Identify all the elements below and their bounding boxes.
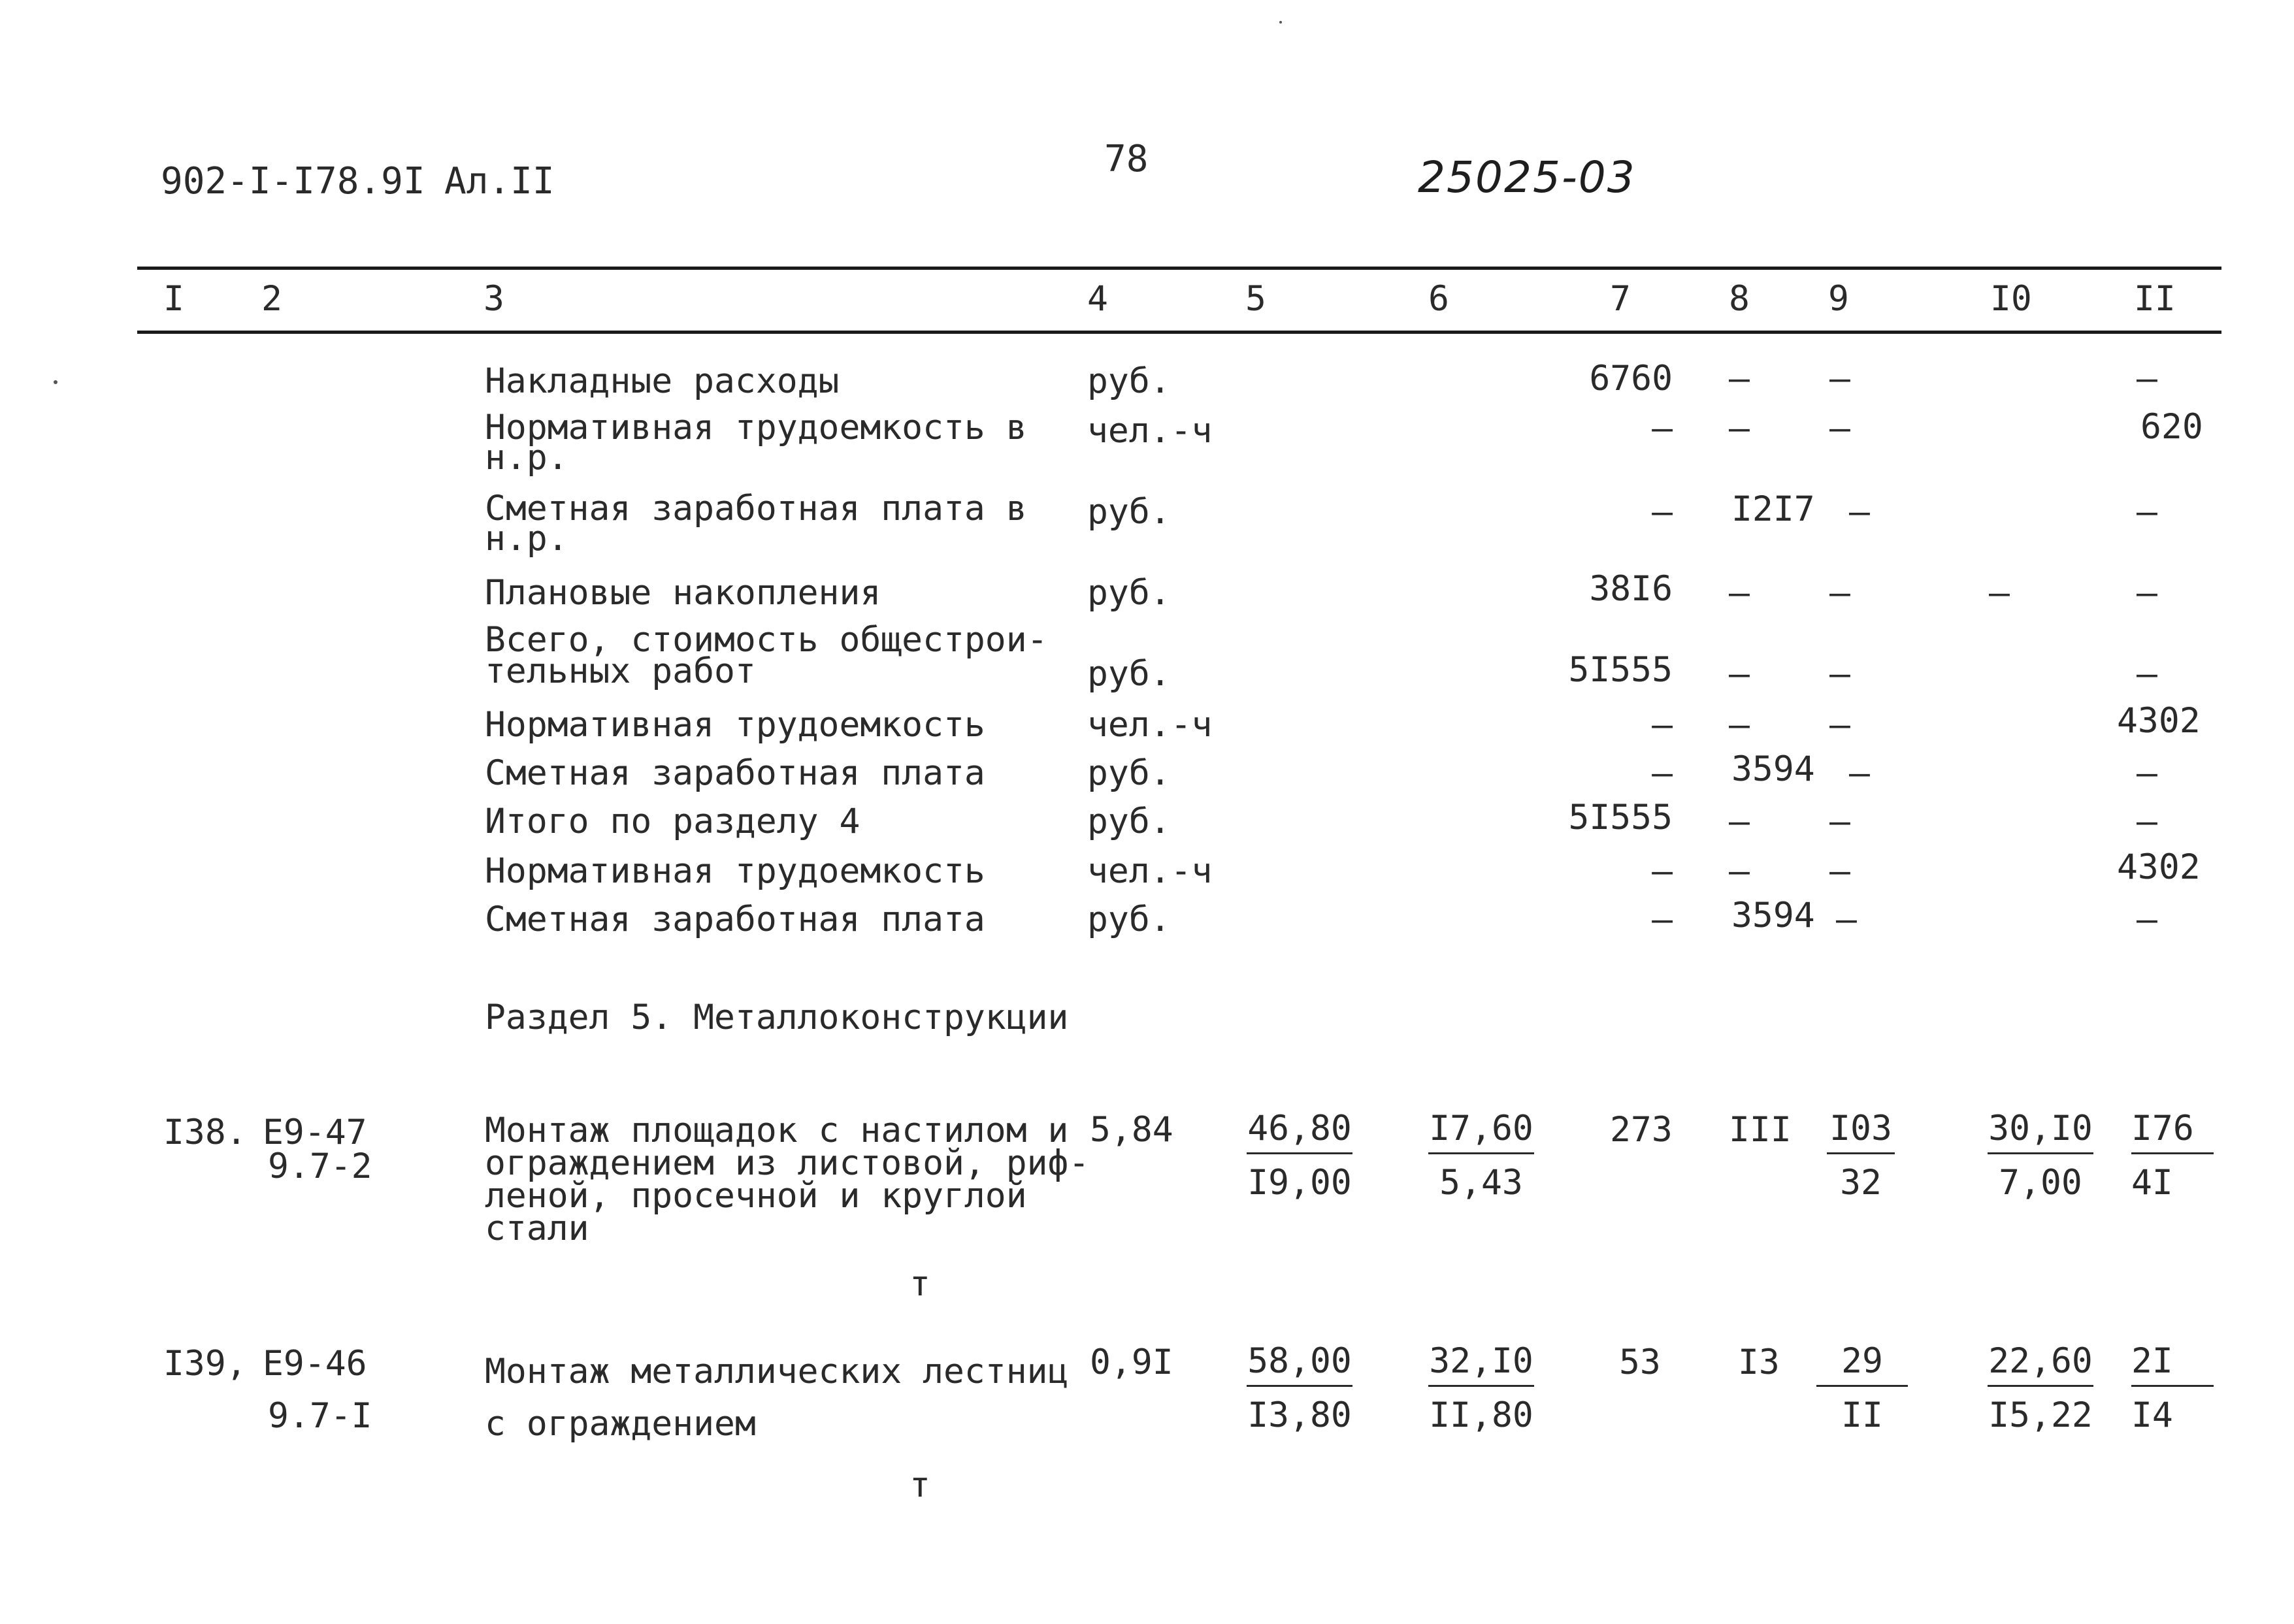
summary-row-name: Накладные расходы <box>485 361 840 401</box>
item-description: Монтаж металлических лестниц с ограждением <box>485 1352 1069 1444</box>
item-subcode: 9.7-I <box>268 1396 372 1436</box>
summary-row-col7: – <box>1652 492 1673 532</box>
handwritten-stamp-number: 25025-03 <box>1418 152 1636 203</box>
item-number: I38. <box>163 1112 247 1152</box>
summary-row-col9: – <box>1836 900 1857 939</box>
item-unit-mark: т <box>909 1465 930 1505</box>
item-col9-top: I03 <box>1827 1111 1895 1154</box>
summary-row-name: Всего, стоимость общестрои- тельных работ <box>485 620 1048 691</box>
item-unit-mark: т <box>909 1264 930 1304</box>
item-quantity: 0,9I <box>1090 1342 1173 1382</box>
item-col10-bottom: I5,22 <box>1988 1395 2093 1435</box>
section-title: Раздел 5. Металлоконструкции <box>485 998 1069 1037</box>
summary-row-col8: – <box>1729 573 1750 613</box>
item-col9-bottom: II <box>1841 1395 1883 1435</box>
summary-row-name: Итого по разделу 4 <box>485 802 860 841</box>
summary-row-col9: – <box>1829 654 1850 694</box>
summary-row-col8: – <box>1729 359 1750 398</box>
summary-row-col11: – <box>2137 753 2157 793</box>
summary-row-col11: – <box>2137 492 2157 532</box>
summary-row-col9: – <box>1829 359 1850 398</box>
summary-row-unit: чел.-ч <box>1087 705 1213 745</box>
column-header-2: 2 <box>261 279 282 319</box>
summary-row-col9: – <box>1849 753 1870 793</box>
item-col10-fraction <box>1988 1111 2093 1201</box>
summary-row-col11: 4302 <box>2117 847 2201 887</box>
item-col11-bottom: I4 <box>2131 1395 2173 1435</box>
page-number: 78 <box>1104 138 1149 180</box>
item-col6-bottom: II,80 <box>1429 1395 1533 1435</box>
summary-row-name: Сметная заработная плата <box>485 900 985 939</box>
item-col8: I3 <box>1738 1342 1780 1382</box>
item-col5-fraction <box>1247 1343 1352 1434</box>
document-code: 902-I-I78.9I <box>161 160 425 203</box>
summary-row-col11: – <box>2137 802 2157 841</box>
item-col5-top: 58,00 <box>1247 1343 1352 1387</box>
item-col10-fraction <box>1988 1343 2093 1434</box>
item-quantity: 5,84 <box>1090 1110 1173 1150</box>
column-header-7: 7 <box>1610 279 1631 319</box>
summary-row-col11: 4302 <box>2117 701 2201 741</box>
summary-row-name: Нормативная трудоемкость <box>485 851 985 891</box>
column-header-5: 5 <box>1245 279 1266 319</box>
item-col6-fraction <box>1428 1343 1534 1434</box>
summary-row-name: Плановые накопления <box>485 573 881 613</box>
table-header-rule <box>137 331 2221 334</box>
summary-row-unit: руб. <box>1087 492 1171 532</box>
summary-row-unit: руб. <box>1087 361 1171 401</box>
item-col7: 53 <box>1619 1342 1661 1382</box>
summary-row-col11: – <box>2137 359 2157 398</box>
item-description: Монтаж площадок с настилом и ограждением из листовой, риф- леной, просечной и круглой стали <box>485 1111 1090 1248</box>
item-col6-top: 32,I0 <box>1428 1343 1534 1387</box>
item-code: E9-47 <box>263 1112 367 1152</box>
item-col10-bottom: 7,00 <box>1999 1163 2082 1203</box>
summary-row-col7: – <box>1652 851 1673 891</box>
item-col10-top: 22,60 <box>1988 1343 2093 1387</box>
column-header-8: 8 <box>1729 279 1750 319</box>
item-col7: 273 <box>1610 1110 1673 1150</box>
summary-row-col11: – <box>2137 573 2157 613</box>
summary-row-name: Нормативная трудоемкость <box>485 705 985 745</box>
summary-row-col8: – <box>1729 851 1750 891</box>
summary-row-col9: – <box>1829 851 1850 891</box>
item-col5-bottom: I9,00 <box>1247 1163 1352 1203</box>
summary-row-col7: 5I555 <box>1568 798 1673 837</box>
summary-row-col9: – <box>1829 705 1850 745</box>
summary-row-col10: – <box>1989 573 2010 613</box>
column-header-6: 6 <box>1428 279 1449 319</box>
column-header-9: 9 <box>1828 279 1849 319</box>
summary-row-col7: – <box>1652 753 1673 793</box>
summary-row-unit: руб. <box>1087 654 1171 694</box>
item-number: I39, <box>163 1344 247 1384</box>
column-header-11: II <box>2134 279 2176 319</box>
summary-row-col8: – <box>1729 408 1750 448</box>
summary-row-unit: чел.-ч <box>1087 411 1213 451</box>
item-col9-top: 29 <box>1816 1343 1908 1387</box>
summary-row-col7: – <box>1652 900 1673 939</box>
item-col11-top: 2I <box>2131 1343 2214 1387</box>
summary-row-col11: – <box>2137 900 2157 939</box>
summary-row-col8: – <box>1729 654 1750 694</box>
summary-row-col9: – <box>1829 802 1850 841</box>
item-code: E9-46 <box>263 1344 367 1384</box>
summary-row-name: Сметная заработная плата в н.р. <box>485 489 1027 559</box>
summary-row-col9: – <box>1849 492 1870 532</box>
item-col6-bottom: 5,43 <box>1439 1163 1523 1203</box>
summary-row-col8: I2I7 <box>1731 489 1815 529</box>
table-top-rule <box>137 267 2221 270</box>
summary-row-unit: руб. <box>1087 573 1171 613</box>
item-col10-top: 30,I0 <box>1988 1111 2093 1154</box>
item-col11-fraction <box>2131 1343 2214 1434</box>
summary-row-col7: 6760 <box>1589 359 1673 398</box>
summary-row-name: Сметная заработная плата <box>485 753 985 793</box>
summary-row-col7: 5I555 <box>1568 650 1673 690</box>
item-col11-top: I76 <box>2131 1111 2214 1154</box>
item-col9-bottom: 32 <box>1840 1163 1882 1203</box>
summary-row-col8: 3594 <box>1731 749 1815 789</box>
summary-row-col8: – <box>1729 705 1750 745</box>
summary-row-col9: – <box>1829 573 1850 613</box>
summary-row-col8: – <box>1729 802 1750 841</box>
summary-row-col11: 620 <box>2140 407 2203 447</box>
summary-row-col7: 38I6 <box>1589 569 1673 609</box>
item-col11-fraction <box>2131 1111 2214 1201</box>
scan-speck <box>54 380 57 384</box>
summary-row-col7: – <box>1652 408 1673 448</box>
summary-row-col8: 3594 <box>1731 896 1815 935</box>
summary-row-unit: руб. <box>1087 753 1171 793</box>
item-col9-fraction <box>1827 1111 1895 1201</box>
column-header-1: I <box>163 279 184 319</box>
item-col5-fraction <box>1247 1111 1352 1201</box>
summary-row-unit: руб. <box>1087 900 1171 939</box>
item-subcode: 9.7-2 <box>268 1146 372 1186</box>
column-header-3: 3 <box>483 279 504 319</box>
scan-speck <box>1279 21 1282 24</box>
item-col5-top: 46,80 <box>1247 1111 1352 1154</box>
item-col5-bottom: I3,80 <box>1247 1395 1352 1435</box>
column-header-4: 4 <box>1087 279 1108 319</box>
summary-row-unit: чел.-ч <box>1087 851 1213 891</box>
summary-row-name: Нормативная трудоемкость в н.р. <box>485 408 1027 478</box>
item-col6-top: I7,60 <box>1428 1111 1534 1154</box>
summary-row-unit: руб. <box>1087 802 1171 841</box>
summary-row-col7: – <box>1652 705 1673 745</box>
summary-row-col11: – <box>2137 654 2157 694</box>
column-header-10: I0 <box>1990 279 2032 319</box>
item-col11-bottom: 4I <box>2131 1163 2173 1203</box>
album-label: Ал.II <box>444 160 555 203</box>
summary-row-col9: – <box>1829 408 1850 448</box>
item-col8: III <box>1729 1110 1792 1150</box>
item-col6-fraction <box>1428 1111 1534 1201</box>
item-col9-fraction <box>1816 1343 1908 1434</box>
